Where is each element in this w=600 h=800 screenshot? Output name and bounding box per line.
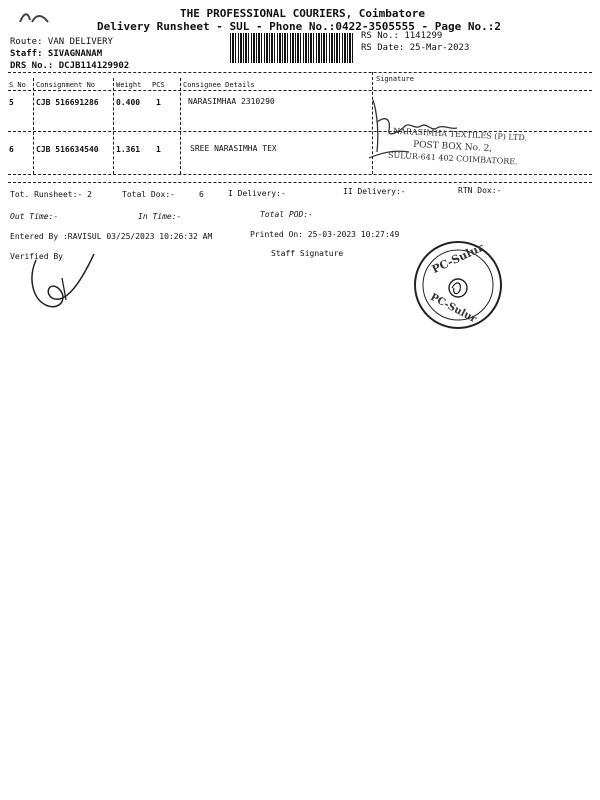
- row-consignment: CJB 516634540: [36, 145, 99, 154]
- i-delivery: I Delivery:-: [228, 189, 286, 198]
- total-dox-value: 6: [199, 190, 204, 199]
- rs-number: RS No.: 1141299: [361, 31, 443, 41]
- row-consignment: CJB 516691286: [36, 98, 99, 107]
- staff-signature-label: Staff Signature: [271, 249, 344, 258]
- col-divider: [180, 78, 181, 174]
- col-divider: [113, 78, 114, 174]
- col-header-signature: Signature: [376, 75, 414, 83]
- company-title: THE PROFESSIONAL COURIERS, Coimbatore: [180, 7, 426, 20]
- col-header-weight: Weight: [116, 81, 142, 89]
- col-divider: [33, 78, 34, 174]
- total-dox-label: Total Dox:-: [122, 190, 175, 199]
- drs-number: DRS No.: DCJB114129902: [10, 61, 130, 71]
- ii-delivery: II Delivery:-: [343, 187, 406, 196]
- out-time: Out Time:-: [10, 212, 59, 221]
- total-pod: Total POD:-: [260, 210, 313, 219]
- round-stamp-top-text: PC-Sulur: [429, 240, 486, 277]
- row-pcs: 1: [156, 145, 161, 154]
- col-header-consignment: Consignment No: [36, 81, 96, 89]
- verifier-signature: [22, 248, 102, 318]
- printed-on: Printed On: 25-03-2023 10:27:49: [250, 230, 400, 239]
- staff-label: Staff: SIVAGNANAM: [10, 49, 103, 59]
- verified-by: Verified By: [10, 252, 63, 261]
- barcode: [230, 33, 355, 63]
- corner-mark-icon: [18, 10, 52, 26]
- rtn-dox: RTN Dox:-: [458, 186, 502, 195]
- row-consignee: NARASIMHAA 2310290: [188, 97, 275, 106]
- company-stamp-line1: NARASIMHA TEXTILES (P) LTD.: [392, 126, 528, 143]
- row-consignee: SREE NARASIMHA TEX: [190, 144, 277, 153]
- rs-date: RS Date: 25-Mar-2023: [361, 43, 470, 53]
- col-header-sno: S No: [9, 81, 26, 89]
- runsheet-title: Delivery Runsheet - SUL - Phone No.:0422-3505555 - Page No.:2: [97, 20, 501, 33]
- col-header-consignee: Consignee Details: [183, 81, 255, 89]
- entered-by: Entered By :RAVISUL 03/25/2023 10:26:32 AM: [10, 232, 213, 241]
- route-label: Route: VAN DELIVERY: [10, 37, 113, 47]
- in-time: In Time:-: [138, 212, 182, 221]
- company-stamp-line3: SULUR-641 402 COIMBATORE.: [387, 150, 518, 167]
- row-sno: 6: [9, 145, 14, 154]
- table-top-rule: [8, 72, 592, 73]
- round-stamp-bottom-text: PC-Sulur: [428, 291, 479, 326]
- totals-rule: [8, 182, 592, 183]
- table-header-rule: [8, 90, 592, 91]
- total-runsheet: Tot. Runsheet:- 2: [10, 190, 92, 199]
- company-stamp-line2: POST BOX No. 2,: [412, 139, 493, 155]
- row-pcs: 1: [156, 98, 161, 107]
- table-bottom-rule: [8, 174, 592, 175]
- row-weight: 0.400: [116, 98, 141, 107]
- col-header-pcs: PCS: [152, 81, 165, 89]
- row-weight: 1.361: [116, 145, 141, 154]
- row-sno: 5: [9, 98, 14, 107]
